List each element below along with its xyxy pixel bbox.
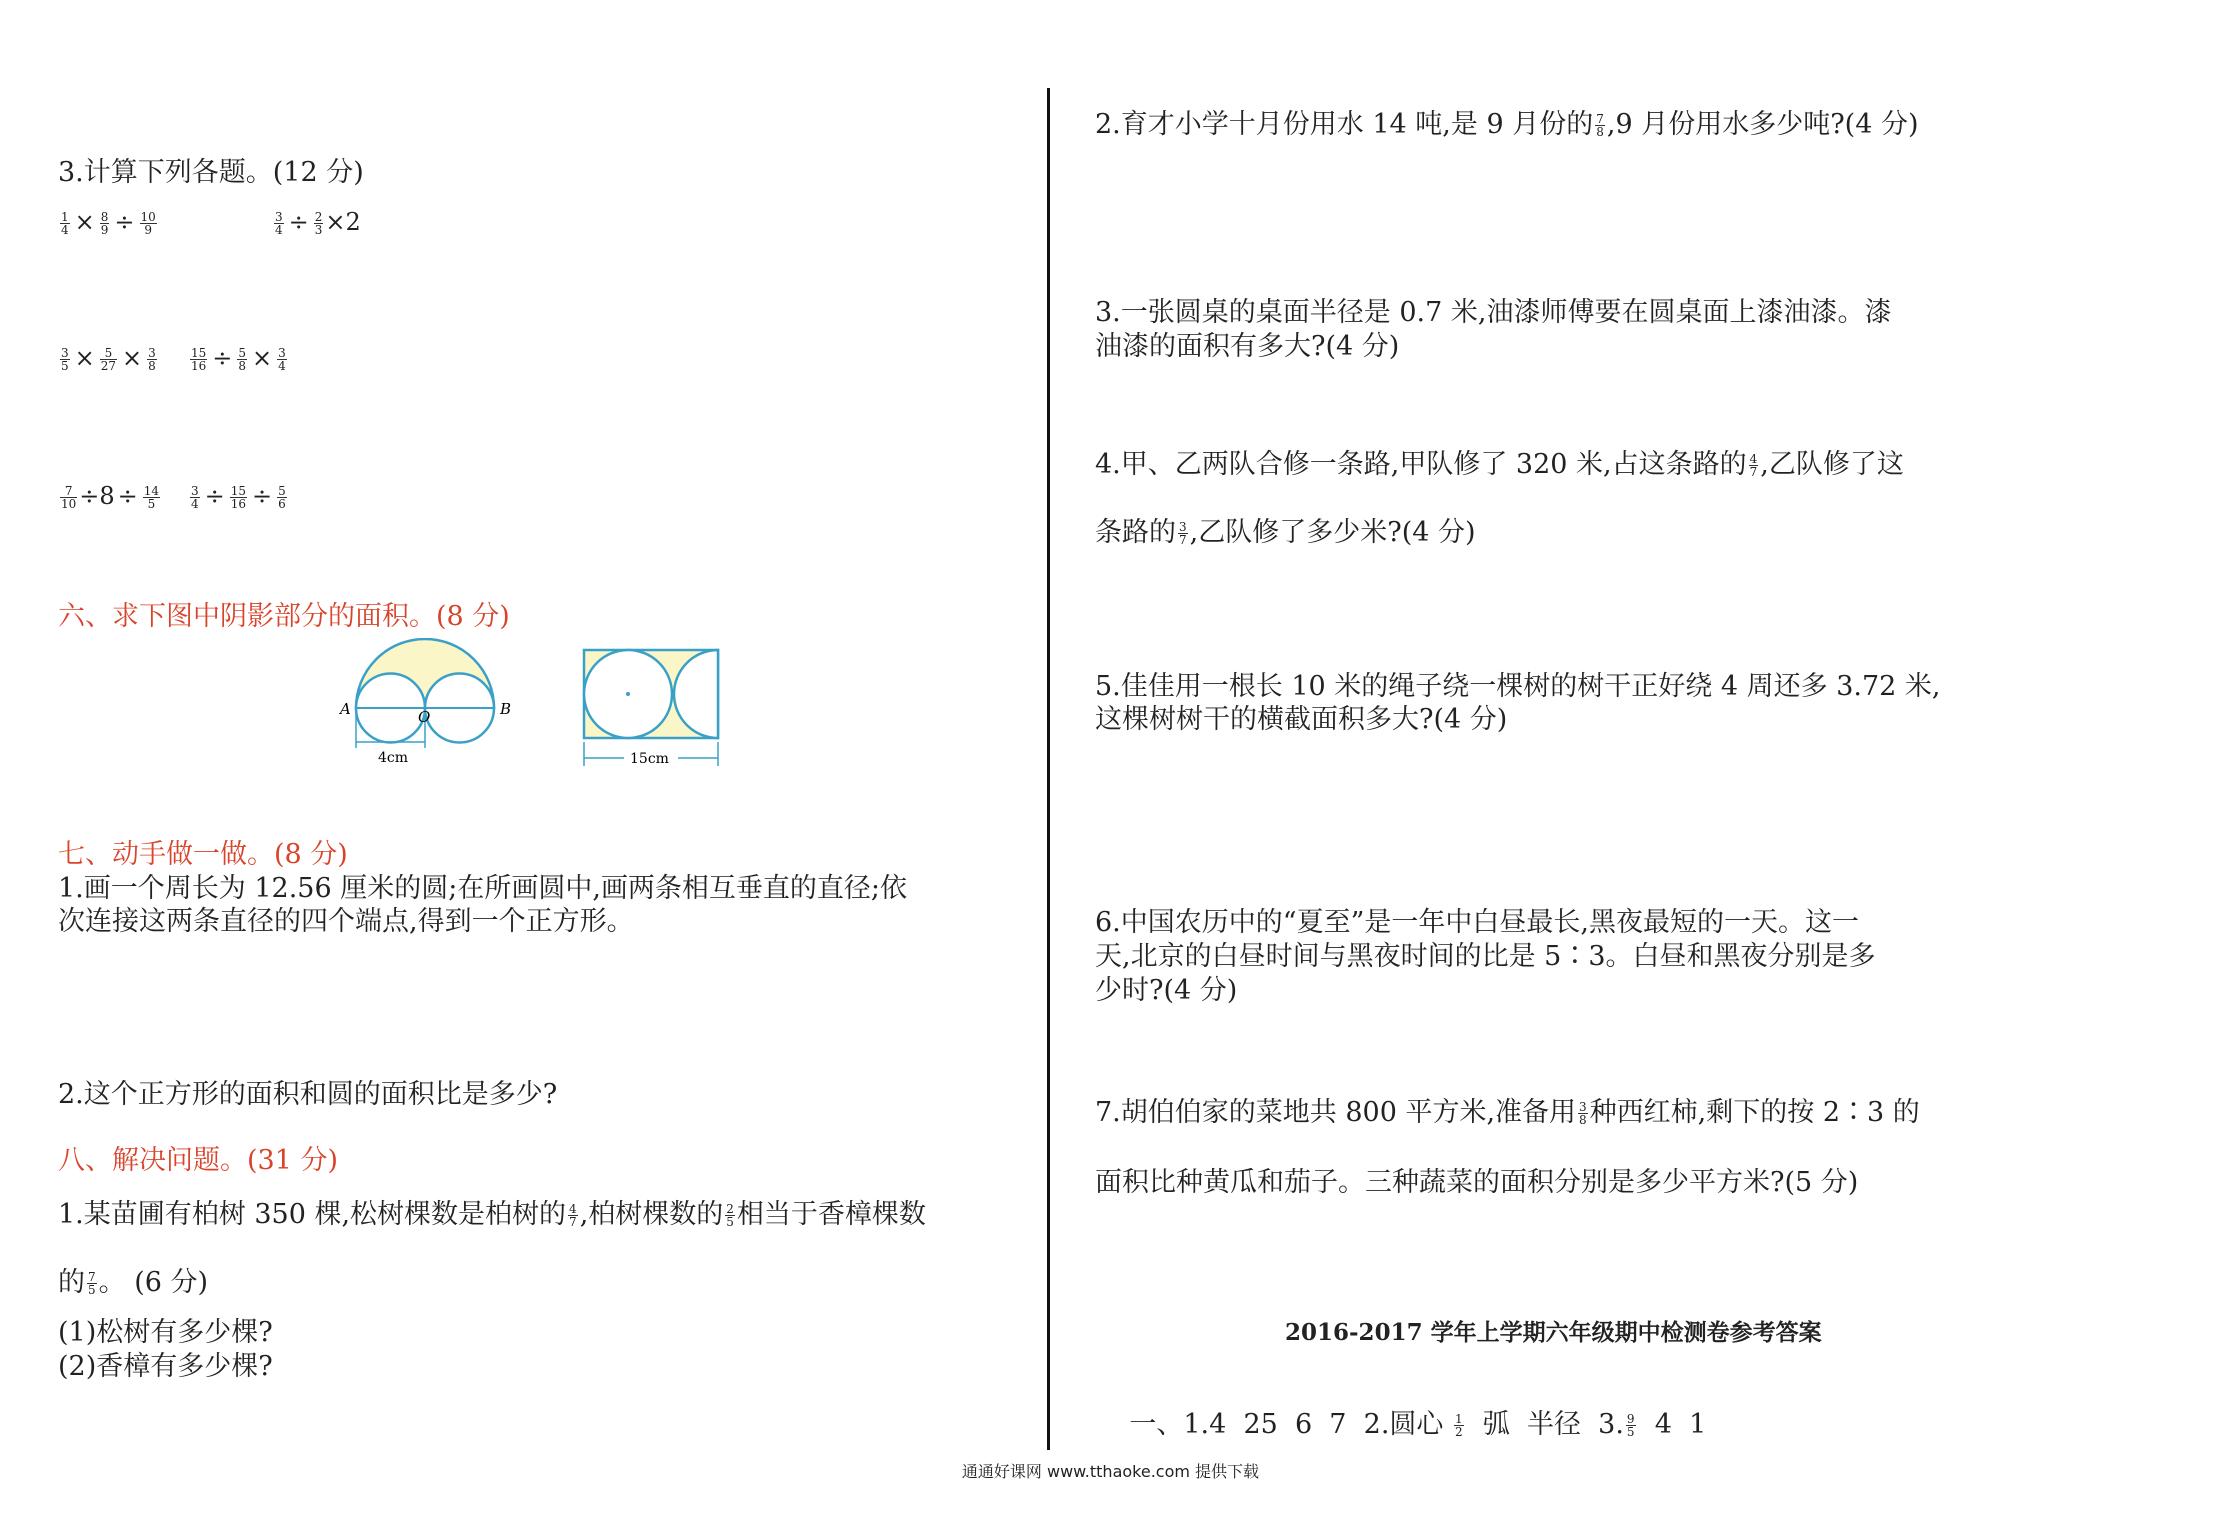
q5-line2: 这棵树树干的横截面积多大?(4 分) <box>1095 704 1508 735</box>
label-a: A <box>340 700 351 718</box>
q6-line2: 天,北京的白昼时间与黑夜时间的比是 5∶3。白昼和黑夜分别是多 <box>1095 941 1876 972</box>
section-7-title: 七、动手做一做。(8 分) <box>58 839 348 870</box>
section-8-q1-line2: 的 $\frac{7}{5}$ 。 (6 分) <box>58 1267 209 1298</box>
q6-line3: 少时?(4 分) <box>1095 975 1238 1006</box>
expression-1b: $\frac{3}{4}$ ÷ $\frac{2}{3}$ ×2 <box>275 208 361 237</box>
section-8-q1-sub1: (1)松树有多少棵? <box>58 1317 273 1348</box>
dimension-label-4cm: 4cm <box>378 750 409 766</box>
q4-line1: 4.甲、乙两队合修一条路,甲队修了 320 米,占这条路的 $\frac{4}{7}$ ,乙队修了这 <box>1095 449 1904 480</box>
label-b: B <box>500 700 512 718</box>
q3-line2: 油漆的面积有多大?(4 分) <box>1095 331 1400 362</box>
q7-line1: 7.胡伯伯家的菜地共 800 平方米,准备用 $\frac{3}{8}$ 种西红柿,剩下的按 2∶3 的 <box>1095 1097 1920 1128</box>
section-8-q1-line1: 1.某苗圃有柏树 350 棵,松树棵数是柏树的 $\frac{4}{7}$ ,柏树棵数的 $\frac{2}{5}$ 相当于香樟棵数 <box>58 1199 926 1230</box>
q4-line2: 条路的 $\frac{3}{7}$ ,乙队修了多少米?(4 分) <box>1095 517 1476 548</box>
circle-center <box>626 692 630 696</box>
page-footer: 通通好课网 www.tthaoke.com 提供下载 <box>961 1462 1260 1481</box>
dimension-label-15cm: 15cm <box>630 751 669 767</box>
expression-2a: $\frac{3}{5}$ × $\frac{5}{27}$ × $\frac{3}{8}$ <box>61 344 156 373</box>
section-8-title: 八、解决问题。(31 分) <box>58 1145 339 1176</box>
q5-line1: 5.佳佳用一根长 10 米的绳子绕一棵树的树干正好绕 4 周还多 3.72 米, <box>1095 671 1941 702</box>
section-7-q2: 2.这个正方形的面积和圆的面积比是多少? <box>58 1079 558 1110</box>
expression-3b: $\frac{3}{4}$ ÷ $\frac{15}{16}$ ÷ $\frac{5}{6}$ <box>191 482 286 511</box>
q2-line: 2.育才小学十月份用水 14 吨,是 9 月份的 $\frac{7}{8}$ ,9 月份用水多少吨?(4 分) <box>1095 109 1919 140</box>
section-6-title: 六、求下图中阴影部分的面积。(8 分) <box>58 601 510 632</box>
expression-1a: $\frac{1}{4}$ × $\frac{8}{9}$ ÷ $\frac{10}{9}$ <box>61 208 156 237</box>
q3-title: 3.计算下列各题。(12 分) <box>58 157 364 188</box>
section-8-q1-sub2: (2)香樟有多少棵? <box>58 1351 273 1382</box>
q7-line2: 面积比种黄瓜和茄子。三种蔬菜的面积分别是多少平方米?(5 分) <box>1095 1167 1859 1198</box>
q3-line1: 3.一张圆桌的桌面半径是 0.7 米,油漆师傅要在圆桌面上漆油漆。漆 <box>1095 297 1892 328</box>
expression-3a: $\frac{7}{10}$ ÷8 ÷ $\frac{14}{5}$ <box>61 482 160 511</box>
shaded-semicircle-figure <box>328 638 578 768</box>
expression-2b: $\frac{15}{16}$ ÷ $\frac{5}{8}$ × $\frac{3}{4}$ <box>191 344 286 373</box>
column-divider <box>1047 88 1050 1450</box>
answer-key-line1: 一、1.4 25 6 7 2.圆心 $\frac{1}{2}$ 弧 半径 3. $\frac{9}{5}$ 4 1 <box>1129 1409 1707 1440</box>
shaded-rectangle-figure <box>578 646 738 776</box>
label-o: O <box>418 708 431 726</box>
q6-line1: 6.中国农历中的“夏至”是一年中白昼最长,黑夜最短的一天。这一 <box>1095 907 1859 938</box>
section-7-q1-line1: 1.画一个周长为 12.56 厘米的圆;在所画圆中,画两条相互垂直的直径;依 <box>58 873 907 904</box>
section-7-q1-line2: 次连接这两条直径的四个端点,得到一个正方形。 <box>58 906 634 937</box>
answer-key-title: 2016-2017 学年上学期六年级期中检测卷参考答案 <box>1285 1319 1822 1346</box>
